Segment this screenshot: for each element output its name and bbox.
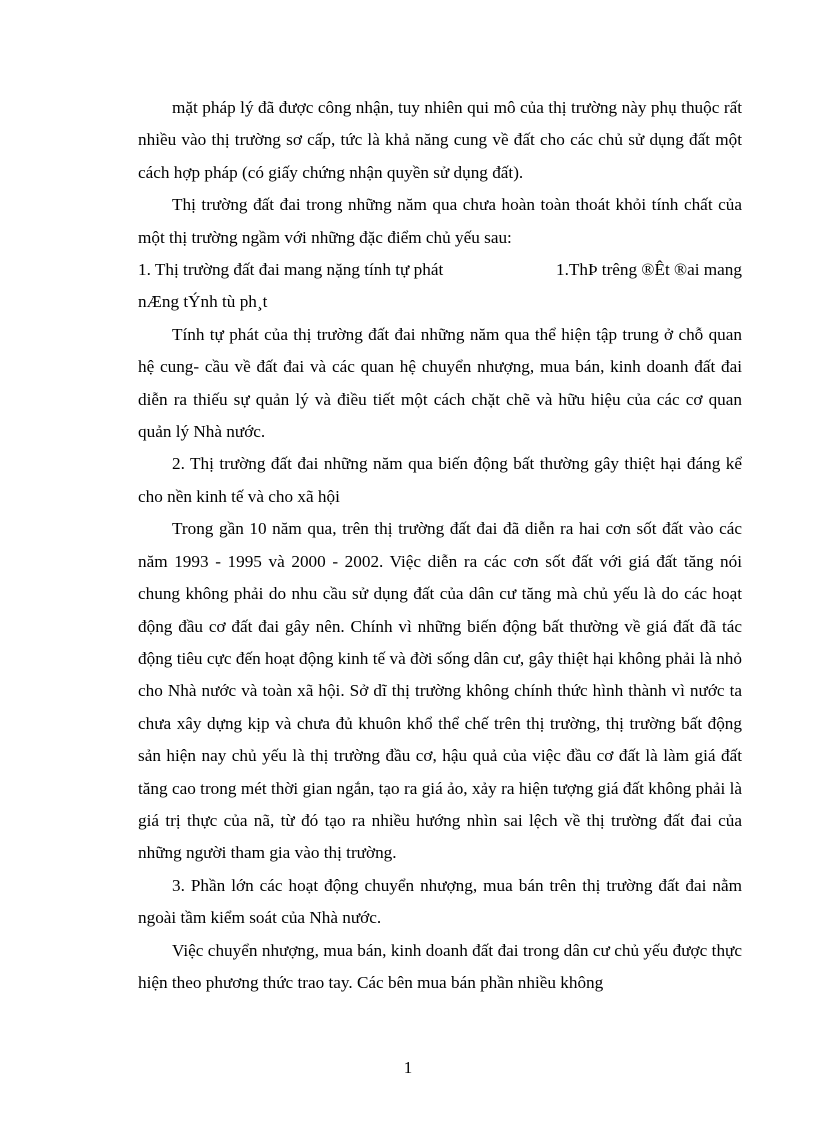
- paragraph-2: Thị trường đất đai trong những năm qua chưa hoàn toàn thoát khỏi tính chất của một thị trường ngầm với những đặc điểm chủ yếu sau:: [138, 195, 742, 247]
- heading-1-continuation: nÆng tÝnh tù ph¸t: [138, 292, 268, 312]
- paragraph-4: Trong gần 10 năm qua, trên thị trường đất đai đã diễn ra hai cơn sốt đất vào các năm 1993 - 1995 và 2000 - 2002. Việc diễn ra các cơn sốt đất với giá đất tăng nói chung không phải do nhu cầu sử dụng đất của dân cư tăng mà chủ yếu là do các hoạt động đầu cơ đất đai gây nên. Chính vì những biến động bất thường về giá đất đã tác động tiêu cực đến hoạt động kinh tế và đời sống dân cư, gây thiệt hại không phải là nhỏ cho Nhà nước và toàn xã hội. Sở dĩ thị trường không chính thức hình thành vì nước ta chưa xây dựng kịp và chưa đủ khuôn khổ thể chế trên thị trường, thị trường bất động sản hiện nay chủ yếu là thị trường đầu cơ, hậu quả của việc đầu cơ đất là làm giá đất tăng cao trong mét thời gian ngắn, tạo ra giá ảo, xảy ra hiện tượng giá đất không phải là giá trị thực của nã, từ đó tạo ra nhiều hướng nhìn sai lệch về thị trường đất đai của những người tham gia vào thị trường.: [138, 519, 742, 863]
- page-number: 1: [403, 1058, 413, 1077]
- paragraph-3: Tính tự phát của thị trường đất đai những năm qua thể hiện tập trung ở chỗ quan hệ cung- cầu về đất đai và các quan hệ chuyển nhượng, mua bán, kinh doanh đất đai diễn ra thiếu sự quản lý và điều tiết một cách chặt chẽ và hữu hiệu của các cơ quan quản lý Nhà nước.: [138, 324, 742, 442]
- heading-1: 1. Thị trường đất đai mang nặng tính tự phát: [138, 260, 444, 280]
- paragraph-1: mặt pháp lý đã được công nhận, tuy nhiên qui mô của thị trường này phụ thuộc rất nhiều vào thị trường sơ cấp, tức là khả năng cung về đất cho các chủ sử dụng đất một cách hợp pháp (có giấy chứng nhận quyền sử dụng đất).: [138, 98, 742, 182]
- heading-1-row: [138, 254, 742, 286]
- body-text: [138, 92, 742, 999]
- heading-1-garbled: 1.ThÞ trêng ®Êt ®ai mang: [555, 260, 742, 280]
- heading-2: 2. Thị trường đất đai những năm qua biến động bất thường gây thiệt hại đáng kể cho nền kinh tế và cho xã hội: [138, 454, 742, 506]
- heading-3: 3. Phần lớn các hoạt động chuyển nhượng, mua bán trên thị trường đất đai nằm ngoài tầm kiểm soát của Nhà nước.: [138, 875, 742, 928]
- paragraph-5: Việc chuyển nhượng, mua bán, kinh doanh đất đai trong dân cư chủ yếu được thực hiện theo phương thức trao tay. Các bên mua bán phần nhiều không: [138, 940, 742, 992]
